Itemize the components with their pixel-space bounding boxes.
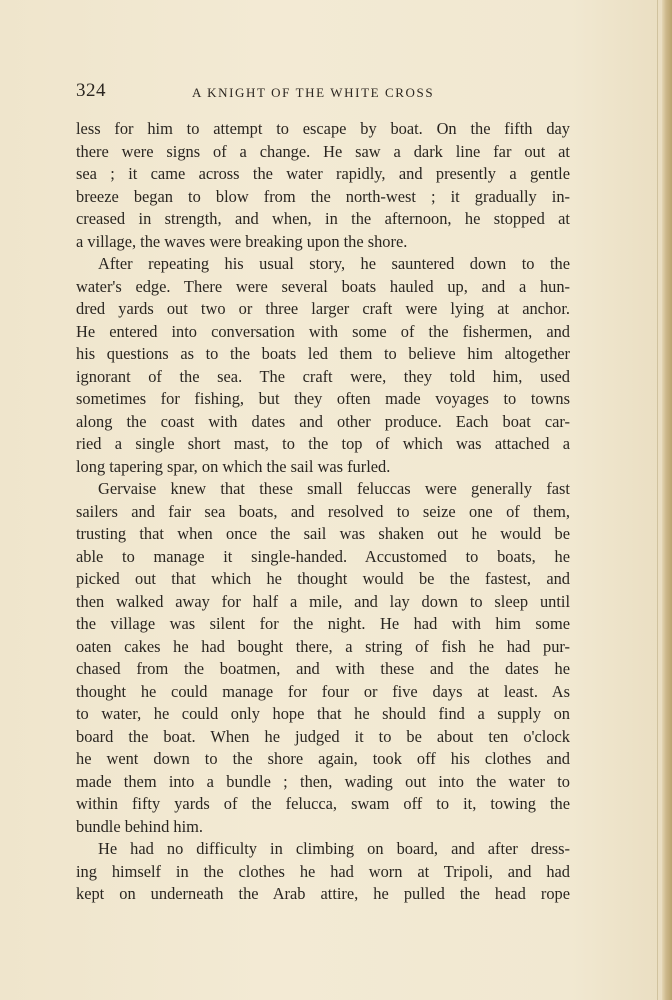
- text-line: kept on underneath the Arab attire, he pulled the head rope: [76, 884, 570, 903]
- text-line: Gervaise knew that these small feluccas were generally fast: [98, 479, 570, 498]
- text-line: After repeating his usual story, he sauntered down to the: [98, 254, 570, 273]
- text-line: to water, he could only hope that he should find a supply on: [76, 704, 570, 723]
- page-header: [76, 80, 570, 104]
- text-line: made them into a bundle ; then, wading out into the water to: [76, 771, 570, 791]
- body-text: [76, 118, 570, 906]
- page-edge-line: [657, 0, 658, 1000]
- text-line: chased from the boatmen, and with these and the dates he: [76, 659, 570, 678]
- text-line: then walked away for half a mile, and lay down to sleep until: [76, 591, 570, 611]
- text-line: board the boat. When he judged it to be about ten o'clock: [76, 726, 570, 746]
- text-line: thought he could manage for four or five days at least. As: [76, 681, 570, 701]
- text-line: able to manage it single-handed. Accustomed to boats, he: [76, 546, 570, 566]
- text-line: long tapering spar, on which the sail was furled.: [76, 456, 391, 476]
- text-line: He entered into conversation with some of the fishermen, and: [76, 321, 570, 341]
- text-line: oaten cakes he had bought there, a string of fish he had pur-: [76, 636, 570, 656]
- text-line: less for him to attempt to escape by boat. On the fifth day: [76, 119, 570, 138]
- text-line: sometimes for fishing, but they often made voyages to towns: [76, 389, 570, 408]
- page-number: 324: [76, 80, 106, 101]
- running-title: A KNIGHT OF THE WHITE CROSS: [192, 85, 435, 100]
- text-line: dred yards out two or three larger craft were lying at anchor.: [76, 299, 570, 318]
- text-line: picked out that which he thought would be the fastest, and: [76, 569, 570, 588]
- text-line: sailers and fair sea boats, and resolved to seize one of them,: [76, 501, 570, 521]
- text-line: trusting that when once the sail was shaken out he would be: [76, 524, 570, 543]
- text-line: water's edge. There were several boats hauled up, and a hun-: [76, 276, 570, 296]
- text-line: sea ; it came across the water rapidly, and presently a gentle: [76, 164, 570, 183]
- text-line: ignorant of the sea. The craft were, they told him, used: [76, 366, 570, 386]
- text-line: the village was silent for the night. He had with him some: [76, 614, 570, 633]
- text-line: creased in strength, and when, in the afternoon, he stopped at: [76, 209, 570, 228]
- text-line: along the coast with dates and other produce. Each boat car-: [76, 411, 570, 431]
- text-line: bundle behind him.: [76, 816, 204, 836]
- text-line: there were signs of a change. He saw a dark line far out at: [76, 141, 570, 161]
- text-line: within fifty yards of the felucca, swam off to it, towing the: [76, 794, 570, 813]
- page-edge-shadow: [662, 0, 672, 1000]
- text-line: he went down to the shore again, took off his clothes and: [76, 749, 570, 768]
- text-line: ried a single short mast, to the top of which was attached a: [76, 434, 570, 453]
- text-line: breeze began to blow from the north-west ; it gradually in-: [76, 186, 570, 206]
- text-line: a village, the waves were breaking upon the shore.: [76, 231, 408, 251]
- text-line: his questions as to the boats led them to believe him altogether: [76, 344, 570, 363]
- text-line: He had no difficulty in climbing on board, and after dress-: [98, 839, 570, 858]
- text-line: ing himself in the clothes he had worn at Tripoli, and had: [76, 861, 570, 881]
